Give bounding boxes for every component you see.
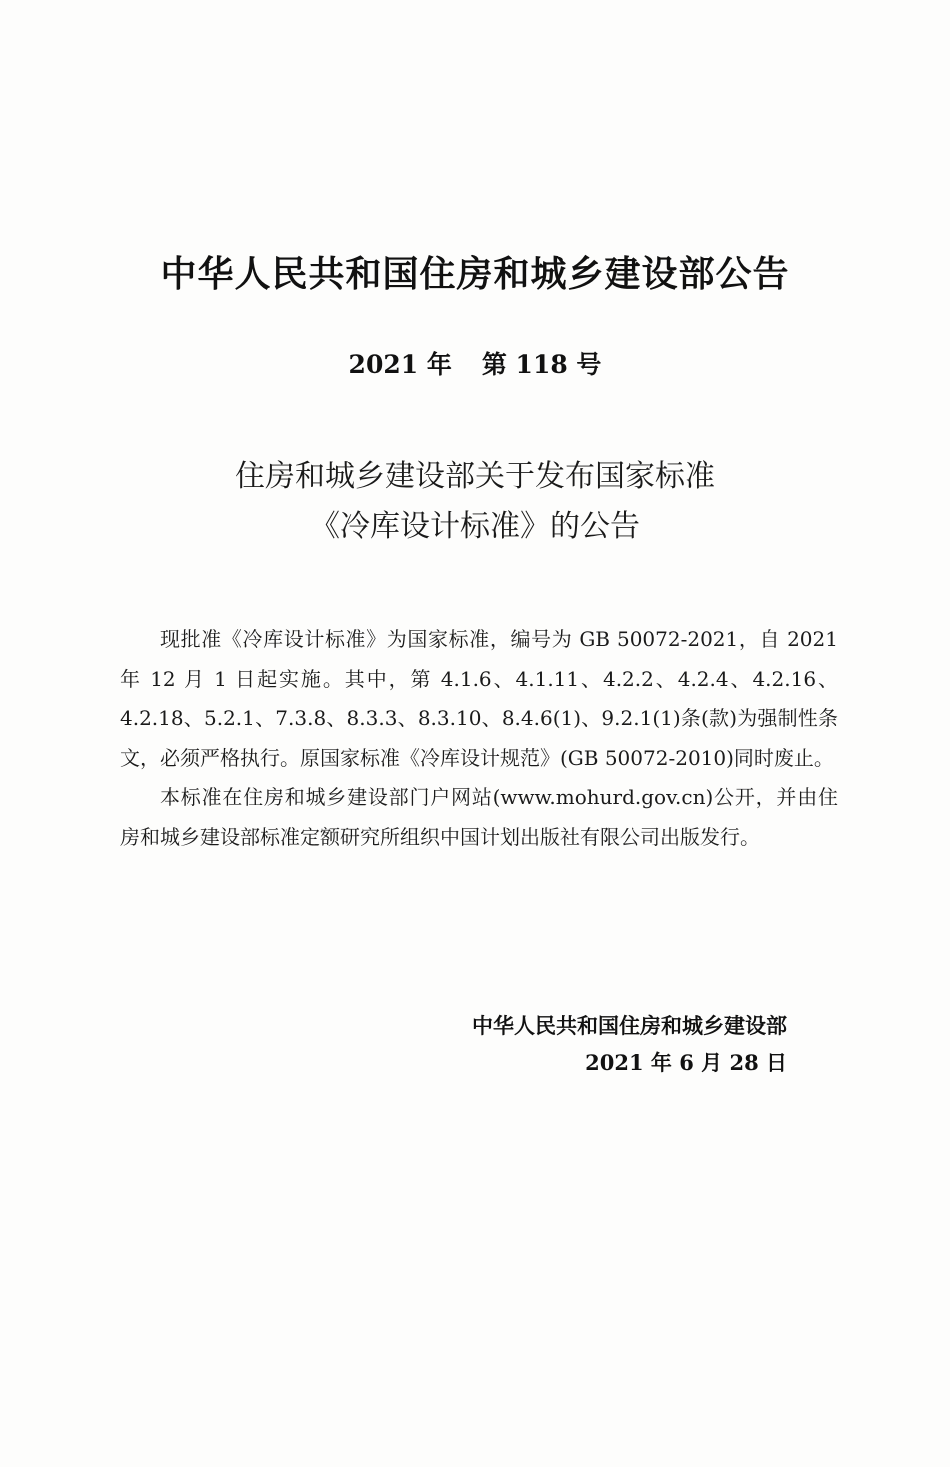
signature-organization: 中华人民共和国住房和城乡建设部 [472, 1014, 787, 1038]
document-serial: 第 118 号 [481, 350, 602, 379]
subject-line-2: 《冷库设计标准》的公告 [310, 509, 640, 544]
signature-date: 2021 年 6 月 28 日 [585, 1050, 787, 1075]
issuer-title: 中华人民共和国住房和城乡建设部公告 [160, 254, 790, 295]
body-paragraph-2: 本标准在住房和城乡建设部门户网站(www.mohurd.gov.cn)公开，并由住房和城乡建设部标准定额研究所组织中国计划出版社有限公司出版发行。 [120, 785, 838, 849]
announcement-subject [0, 452, 950, 552]
document-number [0, 345, 950, 381]
body-paragraph-1: 现批准《冷库设计标准》为国家标准，编号为 GB 50072-2021，自 2021 年 12 月 1 日起实施。其中，第 4.1.6、4.1.11、4.2.2、4.2.4、4.2.16、4.2.18、5.2.1、7.3.8、8.3.3、8.3.10、8.4.6(1)、9.2.1(1)条(款)为强制性条文，必须严格执行。原国家标准《冷库设计规范》(GB 50072-2010)同时废止。 [120, 627, 838, 770]
subject-line-1: 住房和城乡建设部关于发布国家标准 [235, 459, 715, 494]
document-year: 2021 年 [348, 350, 452, 379]
announcement-body [120, 620, 838, 857]
